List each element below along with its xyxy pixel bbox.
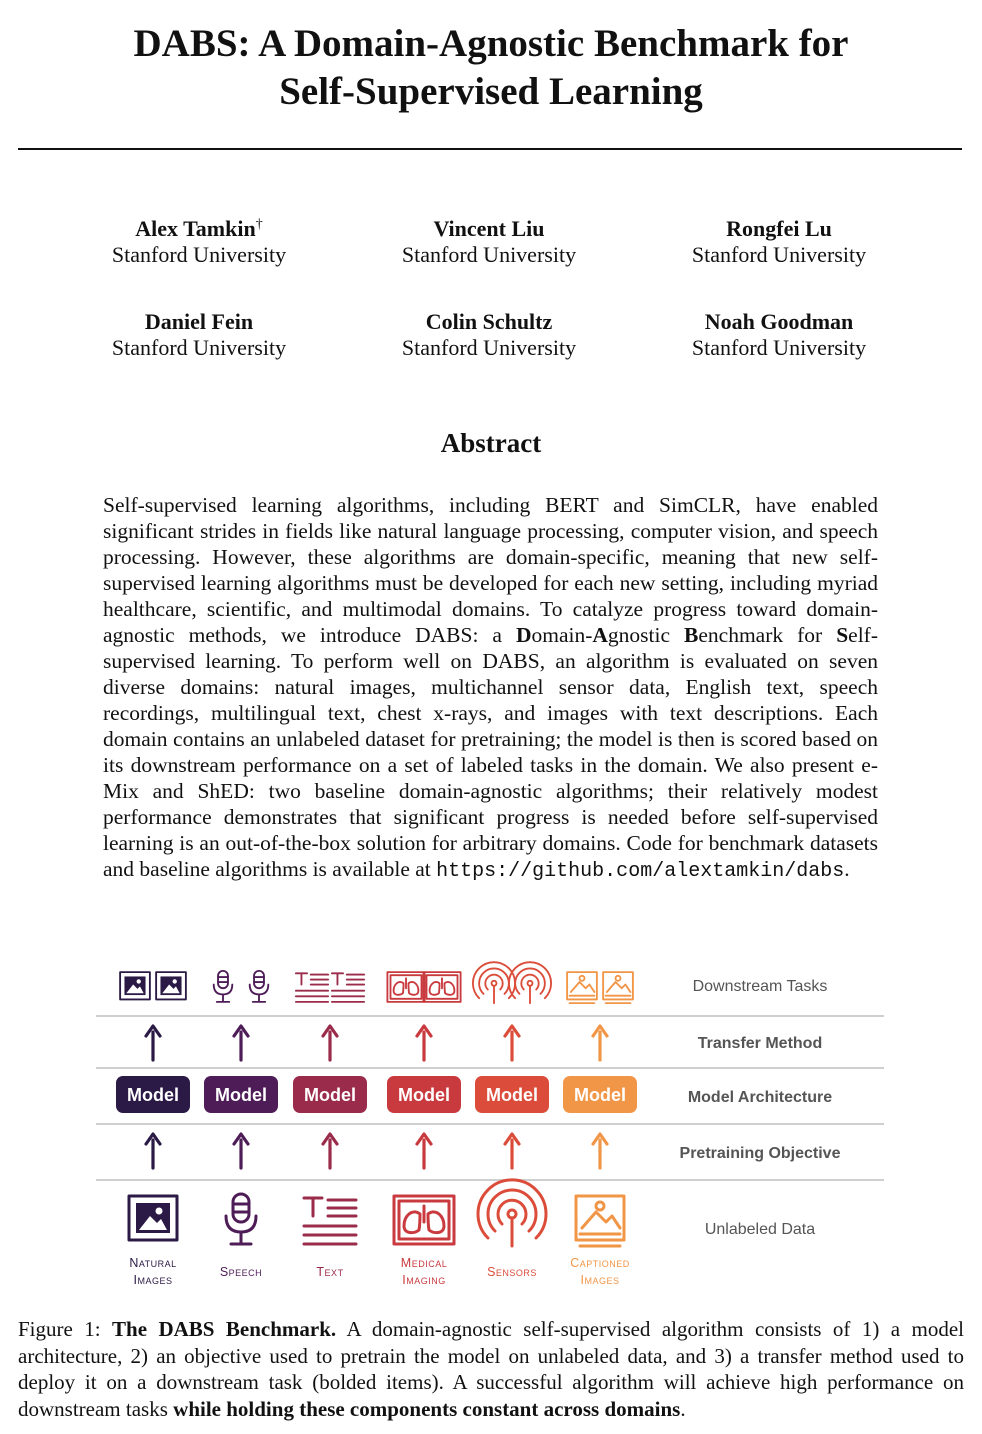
author-affiliation: Stanford University xyxy=(401,242,577,267)
author-block xyxy=(634,216,924,268)
author-affiliation: Stanford University xyxy=(401,335,577,360)
domain-label: Imaging xyxy=(402,1273,446,1287)
model-label: Model xyxy=(398,1085,450,1105)
domain-label: Sensors xyxy=(487,1265,537,1279)
model-label: Model xyxy=(215,1085,267,1105)
up-arrow-icon xyxy=(593,1026,607,1060)
image-icon xyxy=(156,972,186,999)
model-label: Model xyxy=(127,1085,179,1105)
lungs-icon xyxy=(387,972,424,1002)
model-label: Model xyxy=(574,1085,626,1105)
microphone-icon xyxy=(226,1194,256,1244)
image-icon xyxy=(129,1196,177,1240)
signal-icon xyxy=(478,1180,546,1246)
unlabeled-data-icons xyxy=(129,1180,630,1287)
abstract-body: Self-supervised learning algorithms, including BERT and SimCLR, have enabled significant strides in fields like natural language processing, computer vision, and speech processing. However, these algorithms are domain-specific, meaning that new self-supervised learning algorithms must be developed for each new setting, including myriad healthcare, scientific, and multimodal domains. To catalyze progress toward domain-agnostic methods, we introduce DABS: a Domain-Agnostic Benchmark for Self-supervised learning. To perform well on DABS, an algorithm is evaluated on seven diverse domains: natural images, multichannel sensor data, English text, speech recordings, multilingual text, chest x-rays, and images with text descriptions. Each domain contains an unlabeled dataset for pretraining; the model is then is scored based on its downstream performance on a set of labeled tasks in the domain. We also present e-Mix and ShED: two baseline domain-agnostic algorithms; their relatively modest performance demonstrates that significant progress is needed before self-supervised learning is an out-of-the-box solution for arbitrary domains. Code for benchmark datasets and baseline algorithms is available at https://github.com/alextamkin/dabs. xyxy=(103,493,878,883)
text-icon xyxy=(332,973,364,1002)
author-affiliation: Stanford University xyxy=(111,242,287,267)
up-arrow-icon xyxy=(146,1026,160,1060)
author-name: Vincent Liu xyxy=(433,216,545,241)
text-icon xyxy=(296,973,328,1002)
code-url-link[interactable]: https://github.com/alextamkin/dabs xyxy=(436,860,845,883)
author-affiliation: Stanford University xyxy=(691,335,867,360)
up-arrow-icon xyxy=(505,1134,519,1168)
author-block xyxy=(344,309,634,361)
row-label: Downstream Tasks xyxy=(692,978,828,995)
microphone-icon xyxy=(214,971,233,1002)
domain-label: Images xyxy=(133,1273,173,1287)
up-arrow-icon xyxy=(323,1026,337,1060)
up-arrow-icon xyxy=(323,1134,337,1168)
dabs-figure xyxy=(0,950,982,1300)
up-arrow-icon xyxy=(234,1026,248,1060)
model-boxes xyxy=(116,1076,637,1113)
up-arrow-icon xyxy=(505,1026,519,1060)
lungs-icon xyxy=(423,972,460,1002)
row-label: Model Architecture xyxy=(687,1089,833,1106)
up-arrow-icon xyxy=(146,1134,160,1168)
abstract-heading: Abstract xyxy=(440,428,542,458)
author-affiliation: Stanford University xyxy=(691,242,867,267)
author-name: Colin Schultz xyxy=(425,309,553,334)
domain-label: Text xyxy=(316,1265,344,1279)
domain-label: Images xyxy=(580,1273,620,1287)
model-label: Model xyxy=(486,1085,538,1105)
domain-label: Captioned xyxy=(570,1256,630,1270)
signal-icon xyxy=(509,962,551,1003)
author-block xyxy=(54,216,344,268)
title-line-1: DABS: A Domain-Agnostic Benchmark for xyxy=(133,22,849,65)
domain-label: Medical xyxy=(400,1256,448,1270)
author-block xyxy=(634,309,924,361)
downstream-icons xyxy=(120,962,633,1003)
image-icon xyxy=(120,972,150,999)
author-affiliation: Stanford University xyxy=(111,335,287,360)
author-block xyxy=(344,216,634,268)
figure-caption: Figure 1: The DABS Benchmark. A domain-agnostic self-supervised algorithm consists of 1) a model architecture, 2) an objective used to pretrain the model on unlabeled data, and 3) a transfer method used to deploy it on a downstream task (bolded items). A successful algorithm will achieve high performance on downstream tasks while holding these components constant across domains. xyxy=(18,1317,964,1421)
up-arrow-icon xyxy=(234,1134,248,1168)
model-label: Model xyxy=(304,1085,356,1105)
up-arrow-icon xyxy=(417,1026,431,1060)
author-name: Rongfei Lu xyxy=(726,216,832,241)
captioned-image-icon xyxy=(567,972,597,1003)
text-icon xyxy=(304,1198,356,1244)
author-mark: † xyxy=(255,217,263,232)
row-label: Transfer Method xyxy=(697,1035,823,1052)
row-label: Unlabeled Data xyxy=(704,1221,816,1238)
domain-label: Natural xyxy=(129,1256,177,1270)
author-name: Alex Tamkin xyxy=(135,216,256,241)
up-arrow-icon xyxy=(593,1134,607,1168)
paper-title xyxy=(0,20,982,116)
author-name: Daniel Fein xyxy=(144,309,254,334)
domain-label: Speech xyxy=(219,1265,263,1279)
author-block xyxy=(54,309,344,361)
row-label: Pretraining Objective xyxy=(679,1145,841,1162)
author-name: Noah Goodman xyxy=(704,309,854,334)
captioned-image-icon xyxy=(603,972,633,1003)
title-rule xyxy=(18,148,962,150)
up-arrow-icon xyxy=(417,1134,431,1168)
title-line-2: Self-Supervised Learning xyxy=(279,70,703,113)
captioned-image-icon xyxy=(576,1196,624,1246)
microphone-icon xyxy=(250,971,269,1002)
lungs-icon xyxy=(394,1196,454,1244)
